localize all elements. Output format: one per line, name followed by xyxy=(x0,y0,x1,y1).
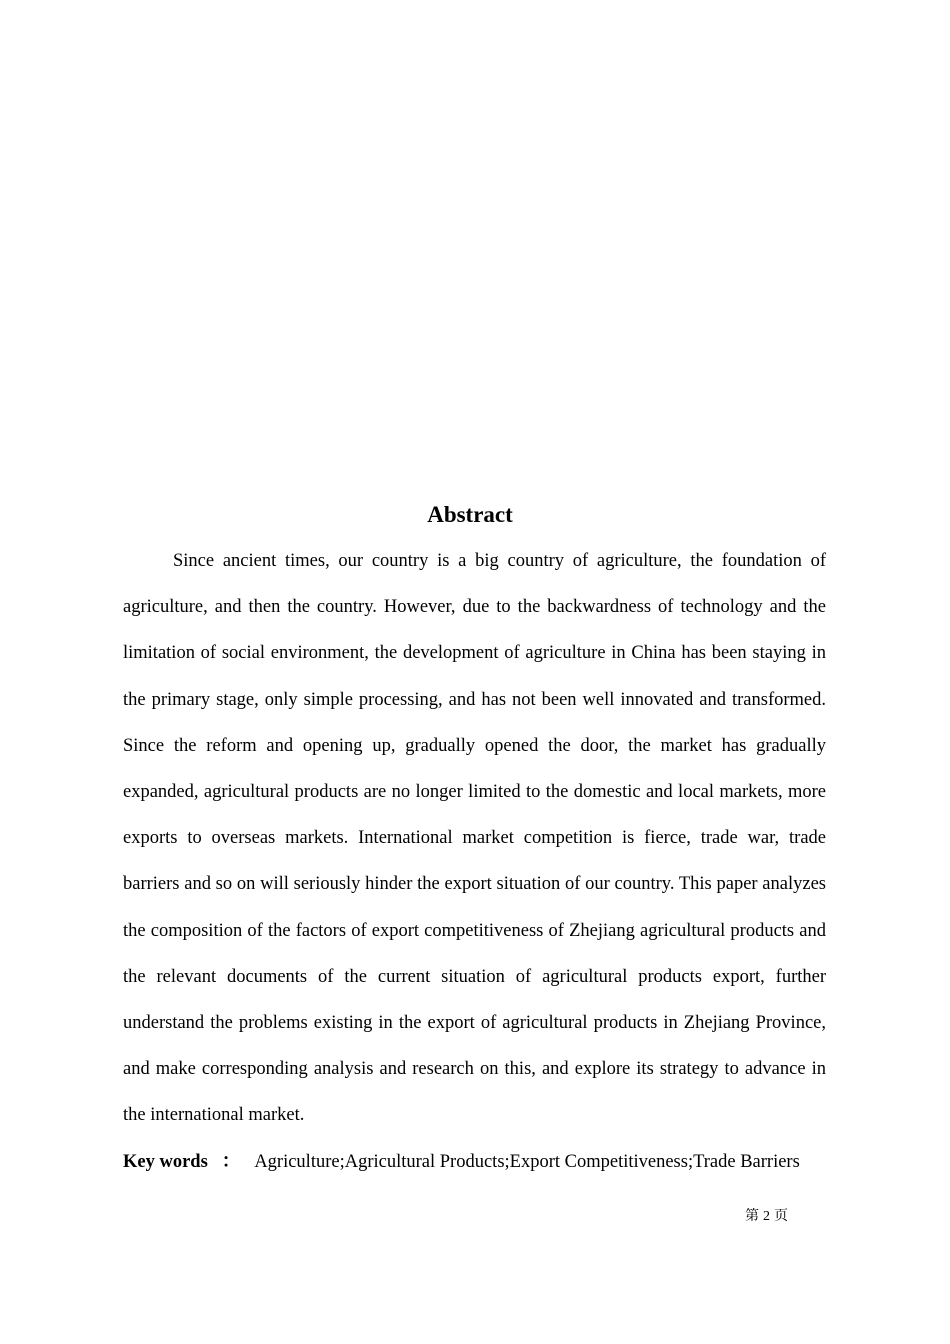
keywords-value: Agriculture;Agricultural Products;Export Competitiveness;Trade Barriers xyxy=(254,1152,800,1172)
keywords-line xyxy=(123,1146,843,1178)
page-number: 2 xyxy=(763,1209,770,1224)
page-number-suffix: 页 xyxy=(774,1209,788,1224)
abstract-heading: Abstract xyxy=(427,502,513,527)
page-number-prefix: 第 xyxy=(745,1209,759,1224)
page-footer xyxy=(745,1206,788,1228)
keywords-label: Key words xyxy=(123,1152,208,1172)
keywords-colon: ： xyxy=(221,1152,241,1172)
abstract-body-paragraph: Since ancient times, our country is a big country of agriculture, the foundation of agriculture, and then the country. However, due to the backwardness of technology and the limitation of social environment, the development of agriculture in China has been staying in the primary stage, only simple processing, and has not been well innovated and transformed. Since the reform and opening up, gradually opened the door, the market has gradually expanded, agricultural products are no longer limited to the domestic and local markets, more exports to overseas markets. International market competition is fierce, trade war, trade barriers and so on will seriously hinder the export situation of our country. This paper analyzes the composition of the factors of export competitiveness of Zhejiang agricultural products and the relevant documents of the current situation of agricultural products export, further understand the problems existing in the export of agricultural products in Zhejiang Province, and make corresponding analysis and research on this, and explore its strategy to advance in the international market. xyxy=(123,551,826,1126)
